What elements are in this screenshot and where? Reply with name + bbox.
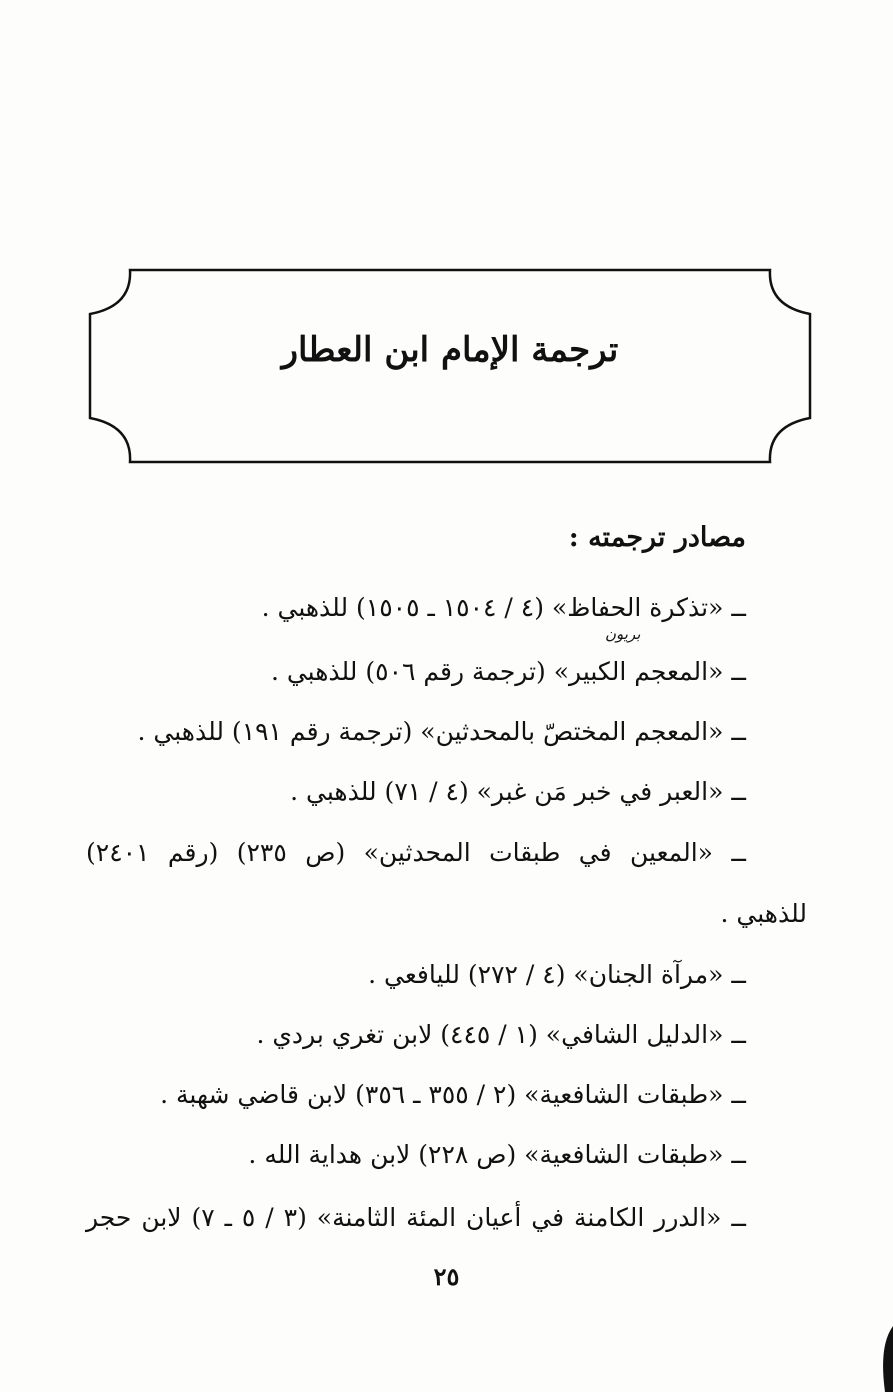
- source-entry: ــ «تذكرة الحفاظ» (٤ / ١٥٠٤ ـ ١٥٠٥) للذهبي .: [261, 593, 746, 622]
- page-title: ترجمة الإمام ابن العطار: [281, 330, 619, 370]
- source-entry: ــ «طبقات الشافعية» (٢ / ٣٥٥ ـ ٣٥٦) لابن قاضي شهبة .: [160, 1080, 746, 1109]
- source-entry: ــ «الدرر الكامنة في أعيان المئة الثامنة» (٣ / ٥ ـ ٧) لابن حجر: [86, 1203, 746, 1232]
- source-entry: ــ «المعجم الكبير» (ترجمة رقم ٥٠٦) للذهبي .: [270, 657, 746, 686]
- source-entry: ــ «مرآة الجنان» (٤ / ٢٧٢) لليافعي .: [368, 960, 746, 989]
- source-entry: ــ «المعين في طبقات المحدثين» (ص ٢٣٥) (رقم ٢٤٠١): [86, 838, 747, 867]
- source-entry: ــ «العبر في خبر مَن غبر» (٤ / ٧١) للذهبي .: [290, 777, 746, 806]
- source-entry: ــ «المعجم المختصّ بالمحدثين» (ترجمة رقم ١٩١) للذهبي .: [137, 717, 746, 746]
- source-entry: ــ «الدليل الشافي» (١ / ٤٤٥) لابن تغري بردي .: [256, 1020, 746, 1049]
- page-number: ٢٥: [433, 1262, 460, 1291]
- sources-heading: مصادر ترجمته :: [568, 522, 746, 553]
- source-entry: ــ «طبقات الشافعية» (ص ٢٢٨) لابن هداية الله .: [248, 1140, 746, 1169]
- source-entry-continuation: للذهبي .: [720, 899, 807, 928]
- page-edge-shadow: [877, 1326, 893, 1392]
- handwritten-annotation: بريون: [605, 625, 641, 643]
